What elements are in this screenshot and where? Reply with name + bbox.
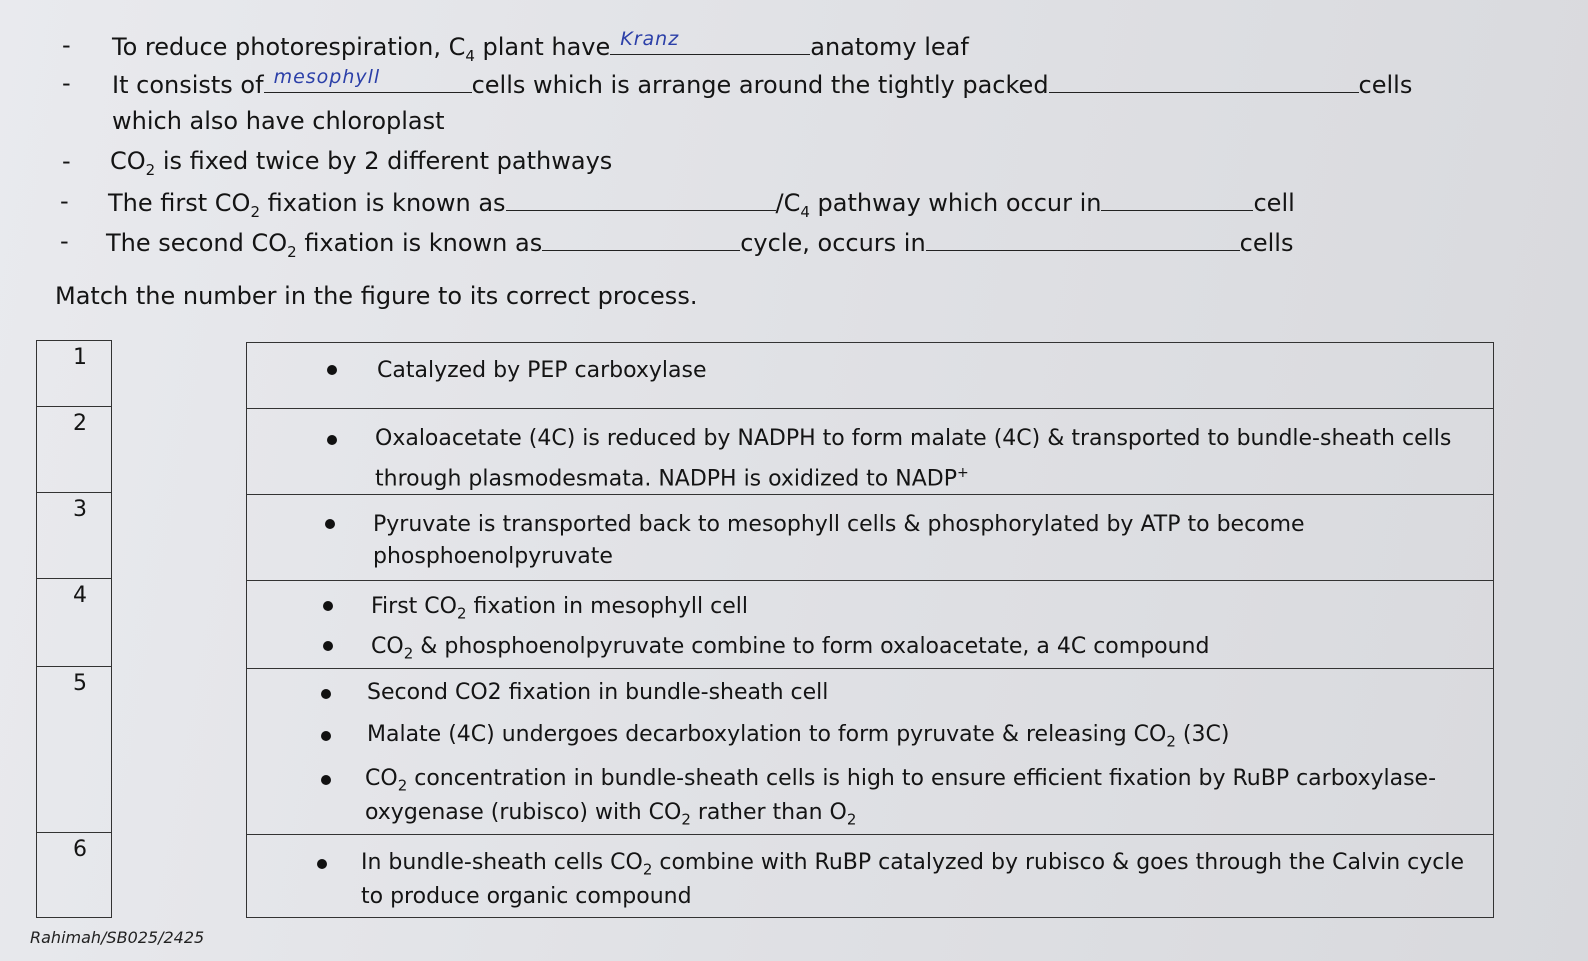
question-4 [108,186,1295,227]
q3-text-2: is fixed twice by 2 different pathways [155,147,613,175]
q5-text-2: fixation is known as [296,229,543,257]
dash-marker: - [60,227,69,255]
q4-text-3: /C [775,189,801,217]
q1-handwritten-answer: Kranz [620,28,680,50]
q5-sub: 2 [287,242,297,261]
question-5 [106,226,1293,267]
q5-blank-2[interactable] [926,226,1240,251]
q1-blank[interactable] [610,30,810,55]
q4-sub: 2 [250,202,260,221]
bullet-point [327,365,337,375]
q4-text-1: The first CO [108,189,251,217]
q5-text-3: cycle, occurs in [740,229,926,257]
q2-text-1: It consists of [112,71,264,99]
q5-text-4: cells [1239,229,1294,257]
number-label: 6 [73,837,87,862]
dash-marker: - [60,187,69,215]
footer-code: Rahimah/SB025/2425 [30,928,205,947]
number-cell[interactable] [37,667,111,833]
process-text: First $CO_2$ fixation in mesophyll cell [371,594,748,623]
q4-text-5: cell [1253,189,1295,217]
process-row-1 [247,343,1493,409]
bullet-point [321,775,331,785]
q1-text-1: To reduce photorespiration, C [112,33,466,61]
process-text: In bundle-sheath cells $CO_2$ combine with RuBP catalyzed by rubisco & goes through the Calvin cycle [361,850,1465,879]
process-text: through plasmodesmata. NADPH is oxidized to NADP+ [375,465,969,492]
question-3 [110,146,612,185]
question-2-continued: which also have chloroplast [112,107,445,135]
q4-blank-2[interactable] [1101,186,1253,211]
process-text: $CO_2$ concentration in bundle-sheath cells is high to ensure efficient fixation by RuBP carboxylase- [365,766,1437,795]
number-cell[interactable] [37,341,111,407]
q4-text-2: fixation is known as [260,189,506,217]
q2-blank-1[interactable] [264,68,472,93]
process-row-2 [247,409,1493,495]
q2-handwritten-answer: mesophyll [273,66,381,88]
q1-text-3: anatomy leaf [810,33,969,61]
q2-text-2: cells which is arrange around the tightly packed [471,71,1049,99]
process-row-5 [247,669,1493,835]
question-1 [112,30,969,71]
process-text: Pyruvate is transported back to mesophyll cells & phosphorylated by ATP to become [373,512,1305,537]
process-text: Oxaloacetate (4C) is reduced by NADPH to form malate (4C) & transported to bundle-sheath cells [375,426,1452,451]
number-column [36,340,112,918]
process-text: $CO_2$ & phosphoenolpyruvate combine to form oxaloacetate, a 4C compound [371,634,1210,663]
process-row-6 [247,835,1493,919]
q4-sub-2: 4 [800,202,810,221]
bullet-point [321,731,331,741]
bullet-point [323,601,333,611]
number-label: 2 [73,411,87,436]
bullet-point [327,435,337,445]
q5-text-1: The second CO [106,229,288,257]
bullet-point [317,859,327,869]
q3-text-1: CO [110,147,146,175]
matching-instruction: Match the number in the figure to its correct process. [55,282,698,310]
dash-marker: - [62,31,71,59]
number-label: 3 [73,497,87,522]
bullet-point [323,641,333,651]
dash-marker: - [62,69,71,97]
q2-text-3: cells [1358,71,1413,99]
dash-marker: - [62,147,71,175]
process-text: Catalyzed by PEP carboxylase [377,358,707,383]
process-row-4 [247,581,1493,669]
number-label: 4 [73,583,87,608]
process-text: Second CO2 fixation in bundle-sheath cell [367,680,829,705]
number-cell[interactable] [37,833,111,919]
bullet-point [325,519,335,529]
bullet-point [321,689,331,699]
q2-blank-2[interactable] [1049,68,1359,93]
number-cell[interactable] [37,407,111,493]
q3-sub: 2 [145,160,156,179]
process-table [246,342,1494,918]
question-2 [112,68,1412,100]
number-label: 5 [73,671,87,696]
q4-text-4: pathway which occur in [809,189,1102,217]
process-text: Malate (4C) undergoes decarboxylation to form pyruvate & releasing $CO_2$ (3C) [367,722,1230,751]
process-text: oxygenase (rubisco) with $CO_2$ rather than $O_2$ [365,800,857,829]
q5-blank-1[interactable] [542,226,740,251]
process-row-3 [247,495,1493,581]
q1-sub: 4 [465,46,475,65]
process-text: to produce organic compound [361,884,692,909]
q1-text-2: plant have [474,33,611,61]
number-cell[interactable] [37,579,111,667]
number-cell[interactable] [37,493,111,579]
process-text: phosphoenolpyruvate [373,544,613,569]
q4-blank-1[interactable] [506,186,776,211]
number-label: 1 [73,345,87,370]
